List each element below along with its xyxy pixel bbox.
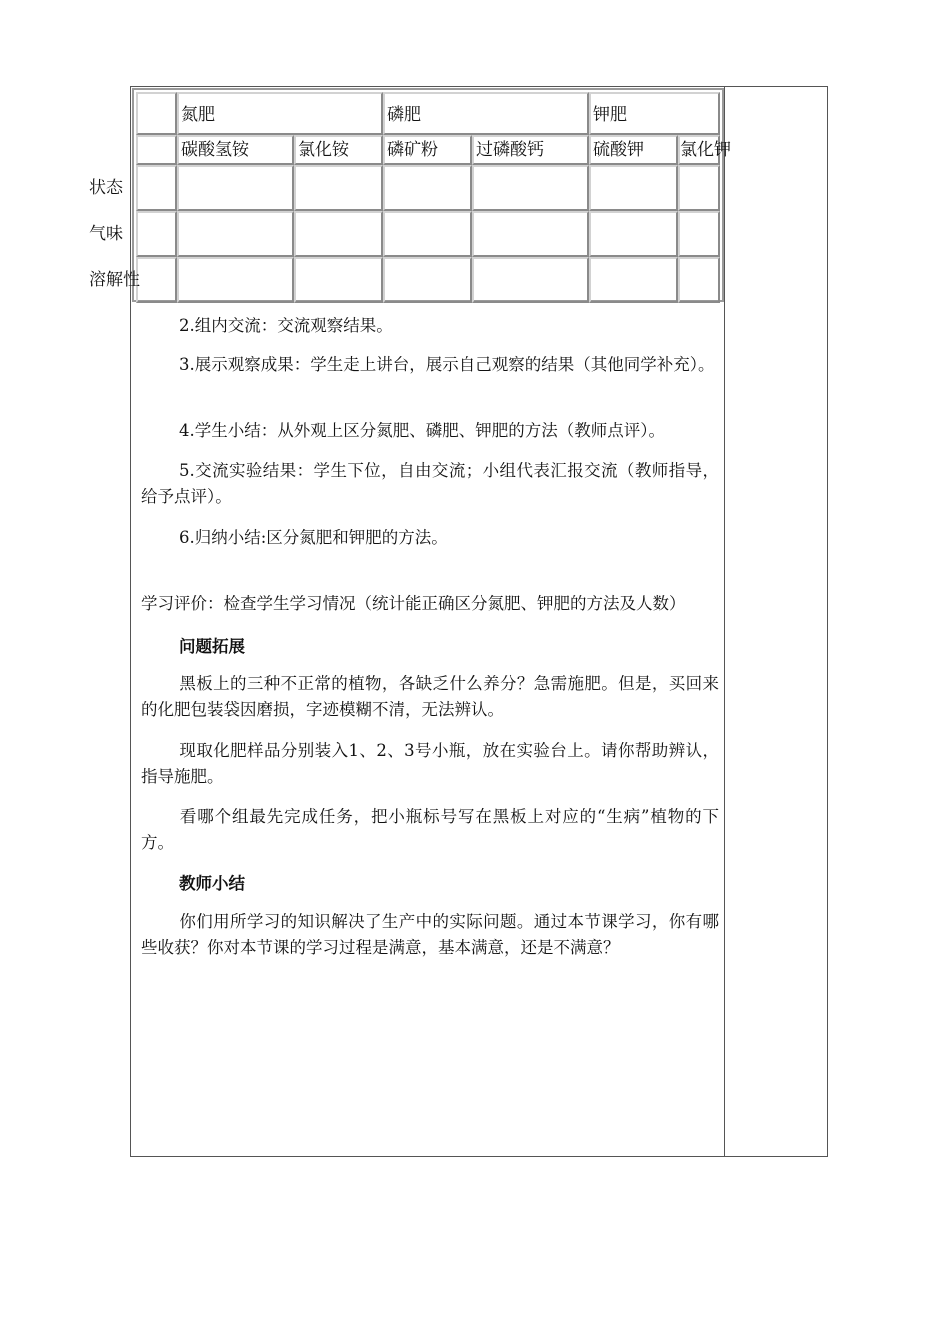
step-text: 3.展示观察成果：学生走上讲台，展示自己观察的结果（其他同学补充）。 (179, 355, 715, 374)
item-cell (589, 135, 678, 165)
item-cell (383, 135, 472, 165)
row-label-state: 状态 (89, 178, 123, 198)
step-text: 2.组内交流：交流观察结果。 (179, 316, 393, 335)
header-potassium: 钾肥 (593, 105, 627, 125)
item-label: 氯化钾 (680, 140, 731, 160)
step-paragraph (141, 525, 719, 551)
table-cell (177, 211, 294, 257)
step-paragraph (141, 352, 719, 378)
table-cell (472, 165, 589, 211)
step-text: 6.归纳小结:区分氮肥和钾肥的方法。 (179, 528, 448, 547)
table-cell (589, 257, 678, 303)
row-label-solubility: 溶解性 (89, 270, 140, 290)
row-label-odor: 气味 (89, 224, 123, 244)
evaluation-paragraph (141, 565, 719, 617)
item-cell (678, 135, 731, 165)
evaluation-text: 学习评价：检查学生学习情况（统计能正确区分氮肥、钾肥的方法及人数） (141, 594, 686, 613)
item-cell (472, 135, 589, 165)
table-cell (383, 211, 472, 257)
step-paragraph (141, 418, 719, 444)
table-cell (472, 257, 589, 303)
step-paragraph (141, 313, 719, 339)
summary-paragraph (141, 909, 719, 961)
table-cell (678, 211, 720, 257)
table-cell (136, 165, 177, 211)
section-title-summary: 教师小结 (179, 874, 245, 893)
table-cell (294, 257, 383, 303)
table-cell (136, 257, 177, 303)
section-title-extension: 问题拓展 (179, 637, 245, 656)
table-blank-cell (136, 135, 177, 165)
step-text: 4.学生小结：从外观上区分氮肥、磷肥、钾肥的方法（教师点评）。 (179, 421, 665, 440)
item-cell (177, 135, 294, 165)
summary-text: 你们用所学习的知识解决了生产中的实际问题。通过本节课学习，你有哪些收获？你对本节课的学习过程是满意，基本满意，还是不满意？ (141, 912, 719, 957)
table-cell (472, 211, 589, 257)
table-corner-cell (136, 92, 177, 135)
extension-text: 看哪个组最先完成任务，把小瓶标号写在黑板上对应的“生病”植物的下方。 (141, 807, 719, 852)
item-label: 过磷酸钙 (476, 140, 544, 160)
item-label: 碳酸氢铵 (181, 140, 249, 160)
item-label: 氯化铵 (298, 140, 349, 160)
table-cell (383, 165, 472, 211)
frame-divider (724, 87, 725, 1156)
table-cell (678, 257, 720, 303)
table-cell (294, 165, 383, 211)
table-cell (589, 211, 678, 257)
extension-paragraph (141, 738, 719, 790)
table-cell (294, 211, 383, 257)
table-cell (177, 165, 294, 211)
observation-table (132, 88, 731, 302)
step-paragraph (141, 458, 719, 510)
header-cell-nitrogen (177, 92, 383, 135)
header-nitrogen: 氮肥 (181, 105, 215, 125)
item-label: 硫酸钾 (593, 140, 644, 160)
header-phosphorus: 磷肥 (387, 105, 421, 125)
table-cell (678, 165, 720, 211)
extension-paragraph (141, 804, 719, 856)
table-cell (589, 165, 678, 211)
header-cell-phosphorus (383, 92, 589, 135)
table-cell (177, 257, 294, 303)
step-text: 5.交流实验结果：学生下位，自由交流；小组代表汇报交流（教师指导，给予点评）。 (141, 461, 719, 506)
table-cell (136, 211, 177, 257)
table-cell (383, 257, 472, 303)
item-cell (294, 135, 383, 165)
extension-paragraph (141, 671, 719, 723)
header-cell-potassium (589, 92, 720, 135)
extension-text: 黑板上的三种不正常的植物，各缺乏什么养分？急需施肥。但是，买回来的化肥包装袋因磨损，字迹模糊不清，无法辨认。 (141, 674, 719, 719)
item-label: 磷矿粉 (387, 140, 438, 160)
extension-text: 现取化肥样品分别装入1、2、3号小瓶，放在实验台上。请你帮助辨认，指导施肥。 (141, 741, 719, 786)
